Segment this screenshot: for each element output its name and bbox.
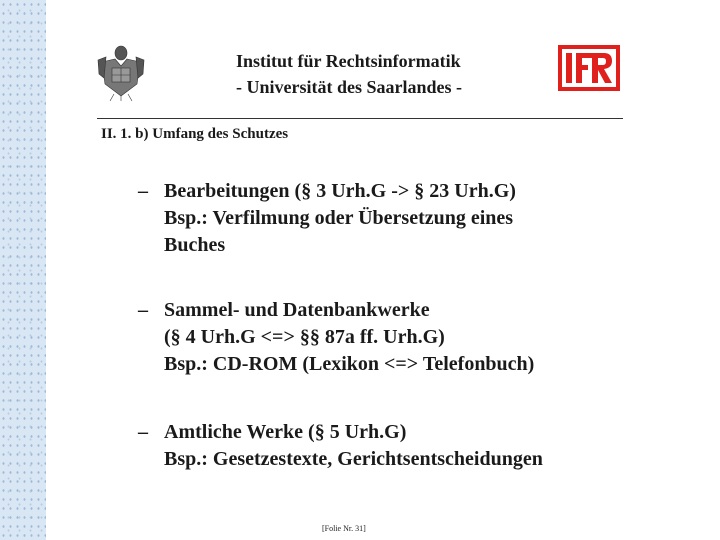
slide-number: [Folie Nr. 31] xyxy=(322,524,366,533)
university-seal-icon xyxy=(96,44,146,102)
list-bullet: – xyxy=(138,421,148,443)
decorative-side-band xyxy=(0,0,46,540)
list-item-line: Bsp.: Verfilmung oder Übersetzung eines xyxy=(164,207,514,229)
ifr-logo-icon xyxy=(558,45,620,91)
section-title: II. 1. b) Umfang des Schutzes xyxy=(101,126,289,142)
list-item-line: (§ 4 Urh.G <=> §§ 87a ff. Urh.G) xyxy=(164,326,445,348)
header-divider xyxy=(97,118,623,119)
university-name: - Universität des Saarlandes - xyxy=(236,77,462,97)
list-item xyxy=(138,178,678,259)
list-item-line: Buches xyxy=(164,234,226,256)
list-bullet: – xyxy=(138,299,148,321)
institute-name: Institut für Rechtsinformatik xyxy=(236,51,461,71)
list-item-line: Bsp.: CD-ROM (Lexikon <=> Telefonbuch) xyxy=(164,353,535,375)
list-item-line: Bsp.: Gesetzestexte, Gerichtsentscheidungen xyxy=(164,448,543,470)
list-bullet: – xyxy=(138,180,148,202)
list-item-line: Bearbeitungen (§ 3 Urh.G -> § 23 Urh.G) xyxy=(164,180,516,202)
list-item-line: Sammel- und Datenbankwerke xyxy=(164,299,430,321)
list-item xyxy=(138,419,678,473)
list-item-line: Amtliche Werke (§ 5 Urh.G) xyxy=(164,421,407,443)
list-item xyxy=(138,297,678,378)
institute-header xyxy=(236,48,536,100)
